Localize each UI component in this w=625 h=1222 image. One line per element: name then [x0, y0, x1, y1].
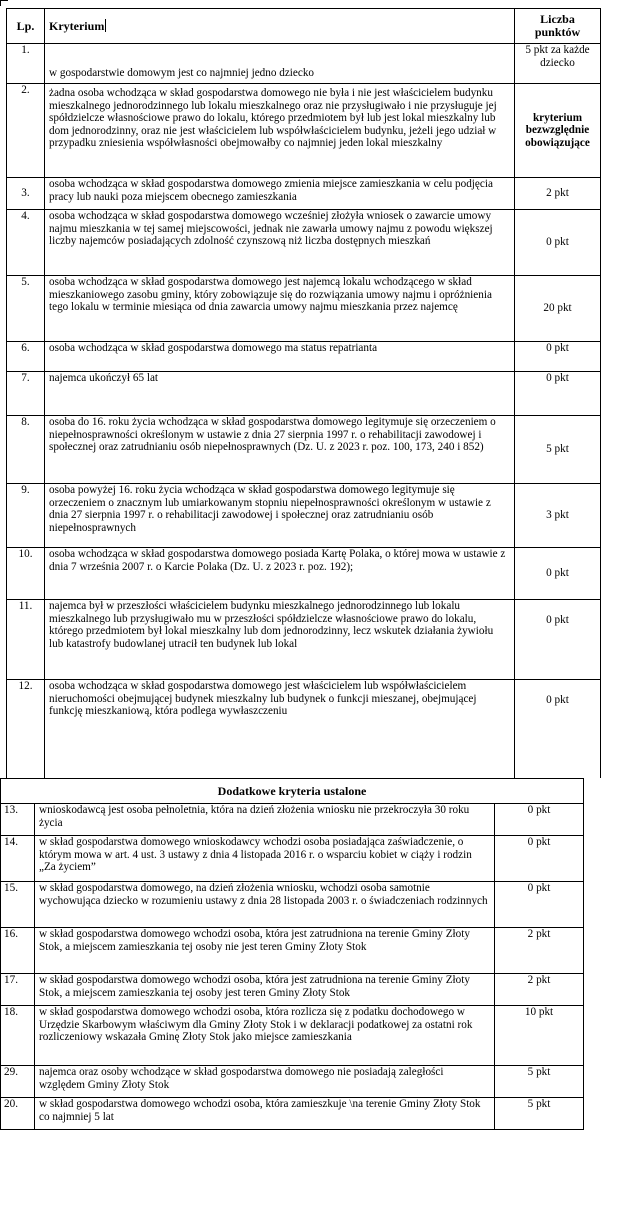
table-row — [1, 882, 584, 928]
row-criterion: w skład gospodarstwa domowego wnioskodawcy wchodzi osoba posiadająca zaświadczenie, o którym mowa w art. 4 ust. 3 ustawy z dnia 4 listopada 2016 r. o wsparciu kobiet w ciąży i rodzin „Za życiem” — [35, 836, 495, 882]
row-criterion: w skład gospodarstwa domowego wchodzi osoba, która rozlicza się z podatku dochodowego w Urzędzie Skarbowym właściwym dla Gminy Złoty Stok i w deklaracji podatkowej za ostatni rok rozliczeniowy wskazała Gminę Złoty Stok jako miejsce zamieszkania — [35, 1006, 495, 1066]
row-points: 5 pkt za każde dziecko — [515, 44, 601, 84]
table-row — [1, 804, 584, 836]
row-points: 10 pkt — [495, 1006, 584, 1066]
row-number: 12. — [7, 680, 45, 778]
row-number: 20. — [1, 1098, 35, 1130]
row-number: 18. — [1, 1006, 35, 1066]
row-number: 15. — [1, 882, 35, 928]
table-row — [7, 372, 601, 416]
row-criterion: osoba do 16. roku życia wchodząca w skład gospodarstwa domowego legitymuje się orzeczeniem o niepełnosprawności określonym w ustawie z dnia 27 sierpnia 1997 r. o rehabilitacji zawodowej i społecznej oraz zatrudnianiu osób niepełnosprawnych (Dz. U. z 2023 r. poz. 100, 173, 240 i 852) — [45, 416, 515, 484]
header-points: Liczba punktów — [515, 9, 601, 44]
row-criterion: wnioskodawcą jest osoba pełnoletnia, która na dzień złożenia wniosku nie przekroczyła 30 roku życia — [35, 804, 495, 836]
header-criterion[interactable] — [45, 9, 515, 44]
row-points: 3 pkt — [515, 484, 601, 548]
row-criterion: w skład gospodarstwa domowego wchodzi osoba, która jest zatrudniona na terenie Gminy Złoty Stok, a miejscem zamieszkania tej osoby jest teren Gminy Złoty Stok — [35, 974, 495, 1006]
row-points: 2 pkt — [515, 178, 601, 210]
row-points: 0 pkt — [515, 342, 601, 372]
row-number: 14. — [1, 836, 35, 882]
row-criterion: osoba powyżej 16. roku życia wchodząca w skład gospodarstwa domowego legitymuje się orzeczeniem o znacznym lub umiarkowanym stopniu niepełnosprawności określonym w ustawie z dnia 27 sierpnia 1997 r. o rehabilitacji zawodowej i społecznej oraz zatrudnianiu osób niepełnosprawnych — [45, 484, 515, 548]
row-points: 2 pkt — [495, 974, 584, 1006]
row-number: 11. — [7, 600, 45, 680]
row-number: 4. — [7, 210, 45, 276]
table-row — [7, 210, 601, 276]
row-number: 8. — [7, 416, 45, 484]
row-criterion: osoba wchodząca w skład gospodarstwa domowego jest właścicielem lub współwłaścicielem nieruchomości obejmującej budynek mieszkalny lub budynek o funkcji mieszanej, obejmującej funkcję mieszkaniową, która podlega wywłaszczeniu — [45, 680, 515, 778]
row-criterion: najemca ukończył 65 lat — [45, 372, 515, 416]
row-number: 5. — [7, 276, 45, 342]
row-number: 29. — [1, 1066, 35, 1098]
table-row — [7, 84, 601, 178]
row-criterion: w gospodarstwie domowym jest co najmniej jedno dziecko — [45, 44, 515, 84]
text-cursor — [105, 19, 106, 32]
row-criterion: w skład gospodarstwa domowego, na dzień złożenia wniosku, wchodzi osoba samotnie wychowująca dziecko w rozumieniu ustawy z dnia 28 listopada 2003 r. o świadczeniach rodzinnych — [35, 882, 495, 928]
row-criterion: osoba wchodząca w skład gospodarstwa domowego wcześniej złożyła wniosek o zawarcie umowy najmu mieszkania w tej samej miejscowości, jednak nie zawarła umowy najmu z powodu większej liczby najemców posiadających zdolność czynszową niż liczba dostępnych mieszkań — [45, 210, 515, 276]
page-corner-mark — [0, 0, 8, 6]
row-number: 9. — [7, 484, 45, 548]
row-points: 0 pkt — [495, 804, 584, 836]
table-row — [7, 680, 601, 778]
table-row — [7, 548, 601, 600]
row-points: 2 pkt — [495, 928, 584, 974]
table-row — [7, 484, 601, 548]
row-points: 0 pkt — [515, 680, 601, 778]
row-points: kryterium bezwzględnie obowiązujące — [515, 84, 601, 178]
row-number: 6. — [7, 342, 45, 372]
row-number: 1. — [7, 44, 45, 84]
row-number: 2. — [7, 84, 45, 178]
table-row — [1, 974, 584, 1006]
row-points: 5 pkt — [495, 1098, 584, 1130]
row-number: 17. — [1, 974, 35, 1006]
additional-criteria-title-row — [1, 779, 584, 804]
table-row — [7, 178, 601, 210]
row-criterion: żadna osoba wchodząca w skład gospodarstwa domowego nie była i nie jest właścicielem budynku mieszkalnego jednorodzinnego lub lokalu mieszkalnego oraz nie przysługiwało i nie przysługuje jej spółdzielcze własnościowe prawo do lokalu, którego przedmiotem był lub jest lokal mieszkalny lub dom jednorodzinny, oraz nie jest właścicielem lub współwłaścicielem budynku, jeżeli jego udział w przypadku zniesienia współwłasności obejmowałby co najmniej jeden lokal mieszkalny — [45, 84, 515, 178]
row-points: 0 pkt — [515, 372, 601, 416]
row-points: 5 pkt — [515, 416, 601, 484]
row-criterion: w skład gospodarstwa domowego wchodzi osoba, która zamieszkuje \na terenie Gminy Złoty Stok co najmniej 5 lat — [35, 1098, 495, 1130]
header-lp: Lp. — [7, 9, 45, 44]
table-row — [7, 600, 601, 680]
table-row — [7, 276, 601, 342]
row-number: 16. — [1, 928, 35, 974]
table-row — [1, 928, 584, 974]
row-criterion: osoba wchodząca w skład gospodarstwa domowego zmienia miejsce zamieszkania w celu podjęcia pracy lub nauki poza miejscem obecnego zamieszkania — [45, 178, 515, 210]
row-number: 7. — [7, 372, 45, 416]
table-row — [7, 44, 601, 84]
row-points: 20 pkt — [515, 276, 601, 342]
row-criterion: najemca oraz osoby wchodzące w skład gospodarstwa domowego nie posiadają zaległości względem Gminy Złoty Stok — [35, 1066, 495, 1098]
row-points: 0 pkt — [495, 882, 584, 928]
row-criterion: osoba wchodząca w skład gospodarstwa domowego jest najemcą lokalu wchodzącego w skład mieszkaniowego zasobu gminy, który zobowiązuje się do rozwiązania umowy najmu i opróżnienia tego lokalu w terminie miesiąca od dnia zawarcia umowy najmu mieszkania przez najemcę — [45, 276, 515, 342]
row-criterion: najemca był w przeszłości właścicielem budynku mieszkalnego jednorodzinnego lub lokalu mieszkalnego lub przysługiwało mu w przeszłości spółdzielcze własnościowe prawo do lokalu, którego przedmiotem był lokal mieszkalny lub dom jednorodzinny, lecz wskutek działania żywiołu lub katastrofy budowlanej utracił ten budynek lub lokal — [45, 600, 515, 680]
table-header-row — [7, 9, 601, 44]
criteria-table — [6, 8, 601, 778]
row-points: 0 pkt — [515, 210, 601, 276]
row-number: 3. — [7, 178, 45, 210]
row-points: 5 pkt — [495, 1066, 584, 1098]
row-points: 0 pkt — [495, 836, 584, 882]
table-row — [1, 1006, 584, 1066]
row-points: 0 pkt — [515, 548, 601, 600]
row-criterion: osoba wchodząca w skład gospodarstwa domowego posiada Kartę Polaka, o której mowa w ustawie z dnia 7 września 2007 r. o Karcie Polaka (Dz. U. z 2023 r. poz. 192); — [45, 548, 515, 600]
table-row — [1, 1066, 584, 1098]
table-row — [7, 342, 601, 372]
row-points: 0 pkt — [515, 600, 601, 680]
row-number: 13. — [1, 804, 35, 836]
additional-criteria-title: Dodatkowe kryteria ustalone — [1, 779, 584, 804]
row-criterion: osoba wchodząca w skład gospodarstwa domowego ma status repatrianta — [45, 342, 515, 372]
table-row — [7, 416, 601, 484]
row-criterion: w skład gospodarstwa domowego wchodzi osoba, która jest zatrudniona na terenie Gminy Złoty Stok, a miejscem zamieszkania tej osoby nie jest teren Gminy Złoty Stok — [35, 928, 495, 974]
row-number: 10. — [7, 548, 45, 600]
header-criterion-label: Kryterium — [49, 19, 105, 34]
table-row — [1, 836, 584, 882]
additional-criteria-table — [0, 778, 584, 1130]
table-row — [1, 1098, 584, 1130]
